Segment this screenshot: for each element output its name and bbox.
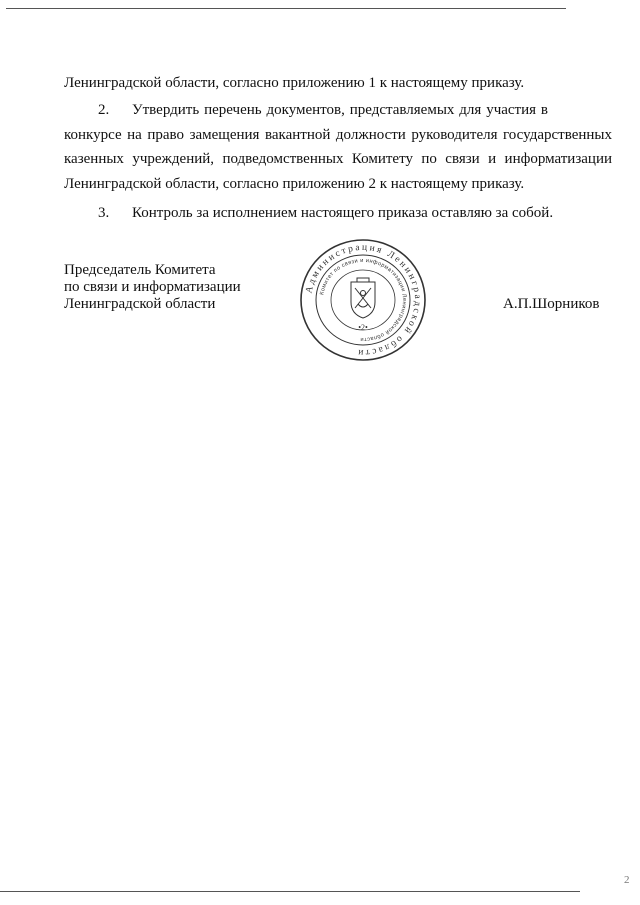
paragraph-item-2: [64, 98, 612, 196]
signatory-title-line: Председатель Комитета: [64, 262, 216, 278]
signatory-title: [64, 262, 241, 313]
paragraph-line: конкурсе на право замещения вакантной должности руководителя государственных: [64, 126, 612, 143]
signatory-title-line: по связи и информатизации: [64, 279, 241, 295]
official-seal-stamp: [298, 238, 428, 362]
paragraph-line: Ленинградской области, согласно приложению 2 к настоящему приказу.: [64, 175, 525, 192]
coat-of-arms-icon: [351, 278, 375, 318]
paragraph-item-3: [64, 201, 612, 226]
seal-center-ring: [331, 270, 395, 330]
seal-outer-text: Администрация Ленинградской области: [304, 242, 423, 358]
signatory-title-line: Ленинградской области: [64, 296, 216, 312]
scan-artifact-top: [6, 8, 566, 9]
scan-artifact-bottom: [0, 891, 580, 892]
item-number: 2.: [98, 102, 110, 118]
paragraph-line: Ленинградской области, согласно приложению 1 к настоящему приказу.: [64, 75, 525, 91]
signatory-name: А.П.Шорников: [503, 296, 600, 312]
paragraph-line: Контроль за исполнением настоящего приказа оставляю за собой.: [132, 205, 554, 221]
seal-number: •2•: [358, 323, 368, 332]
paragraph-line: Утвердить перечень документов, представляемых для участия в: [132, 102, 548, 118]
page-number-mark: 2: [624, 874, 630, 886]
seal-inner-text: Комитет по связи и информатизации Ленинградской области: [319, 257, 408, 343]
paragraph-line: казенных учреждений, подведомственных Комитету по связи и информатизации: [64, 151, 612, 167]
item-number: 3.: [98, 205, 110, 221]
paragraph-first-line: [64, 98, 612, 123]
paragraph-continuation: [64, 71, 612, 96]
